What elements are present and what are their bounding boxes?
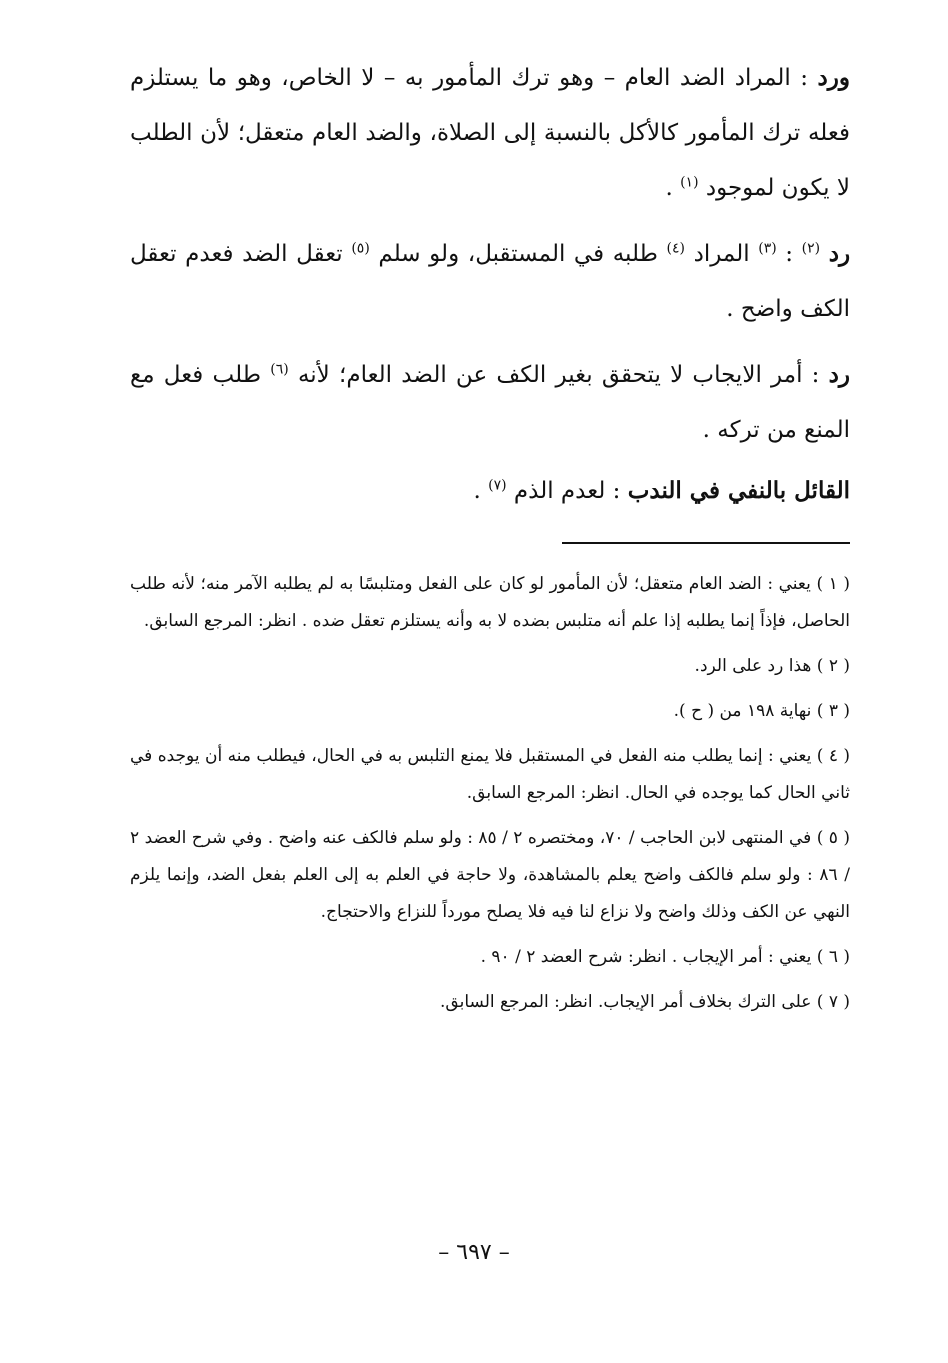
paragraph-3-lead: رد	[828, 361, 851, 388]
footnote-separator	[562, 542, 850, 544]
paragraph-2-lead: رد	[828, 240, 851, 267]
footnote-number: ( ٤ )	[816, 746, 851, 766]
footnote-5	[130, 820, 850, 931]
footnote-text: يعني : إنما يطلب منه الفعل في المستقبل فلا يمنع التلبس به في الحال، فيطلب منه أن يوجده في ثاني الحال كما يوجده في الحال. انظر: المرجع السابق.	[130, 746, 850, 803]
main-text	[130, 50, 850, 519]
paragraph-1	[130, 50, 850, 216]
footnote-number: ( ٢ )	[816, 656, 850, 676]
footnote-number: ( ٧ )	[816, 992, 850, 1012]
footnote-number: ( ١ )	[816, 574, 851, 594]
paragraph-3-text-2: طلب فعل مع المنع من تركه .	[130, 362, 850, 443]
footnote-text: في المنتهى لابن الحاجب / ٧٠، ومختصره ٢ / ٨٥ : ولو سلم فالكف عنه واضح . وفي شرح العضد ٢ / ٨٦ : ولو سلم فالكف واضح يعلم بالمشاهدة، ولا حاجة في العلم به إلى العلم بفعل الضد، وإنما يلزم النهي عن الكف وذلك واضح ولا نزاع لنا فيه فلا يصلح مورداً للنزاع والاحتجاج.	[130, 828, 850, 922]
footnote-ref-2: (٢)	[801, 240, 821, 257]
footnote-ref-6: (٦)	[270, 361, 289, 378]
paragraph-2-text-1: :	[785, 241, 794, 267]
paragraph-1-end: .	[665, 175, 673, 201]
footnote-3	[130, 693, 850, 730]
footnote-ref-7: (٧)	[488, 477, 507, 494]
footnotes	[130, 566, 850, 1029]
paragraph-4-heading: القائل بالنفي في الندب	[627, 477, 850, 504]
footnote-text: على الترك بخلاف أمر الإيجاب. انظر: المرجع السابق.	[440, 992, 812, 1012]
footnote-6	[130, 939, 850, 976]
footnote-7	[130, 984, 850, 1021]
footnote-number: ( ٦ )	[816, 947, 850, 967]
paragraph-1-text: : المراد الضد العام – وهو ترك المأمور به – لا الخاص، وهو ما يستلزم فعله ترك المأمور كالأكل بالنسبة إلى الصلاة، والضد العام متعقل؛ لأن الطلب لا يكون لموجود	[130, 65, 850, 201]
footnote-2	[130, 648, 850, 685]
footnote-text: يعني : أمر الإيجاب . انظر: شرح العضد ٢ / ٩٠ .	[480, 947, 812, 967]
footnote-text: هذا رد على الرد.	[694, 656, 812, 676]
footnote-ref-5: (٥)	[351, 240, 370, 257]
footnote-ref-3: (٣)	[758, 240, 777, 257]
paragraph-4-text: : لعدم الذم	[513, 478, 621, 504]
footnote-ref-4: (٤)	[666, 240, 685, 257]
paragraph-3-text-1: : أمر الايجاب لا يتحقق بغير الكف عن الضد العام؛ لأنه	[297, 362, 820, 388]
footnote-number: ( ٥ )	[816, 828, 850, 848]
paragraph-2-text-3: طلبه في المستقبل، ولو سلم	[378, 241, 658, 267]
paragraph-4	[130, 463, 850, 519]
paragraph-1-lead: ورد	[817, 64, 850, 91]
paragraph-4-end: .	[473, 478, 481, 504]
paragraph-2-text-4: تعقل الضد فعدم تعقل الكف واضح .	[130, 241, 850, 322]
footnote-text: نهاية ١٩٨ من ( ح ).	[673, 701, 812, 721]
footnote-ref-1: (١)	[680, 174, 699, 191]
page-number: – ٦٩٧ –	[438, 1240, 510, 1265]
footnote-4	[130, 738, 850, 812]
footnote-1	[130, 566, 850, 640]
paragraph-3	[130, 347, 850, 458]
footnote-text: يعني : الضد العام متعقل؛ لأن المأمور لو كان على الفعل ومتلبسًا به لم يطلبه الآمر منه؛ لأنه طلب الحاصل، فإذاً إنما يطلبه إذا علم أنه متلبس بضده لا به وأنه يستلزم تعقل ضده . انظر: المرجع السابق.	[130, 574, 850, 631]
footnote-number: ( ٣ )	[816, 701, 850, 721]
paragraph-2	[130, 226, 850, 337]
paragraph-2-text-2: المراد	[693, 241, 750, 267]
